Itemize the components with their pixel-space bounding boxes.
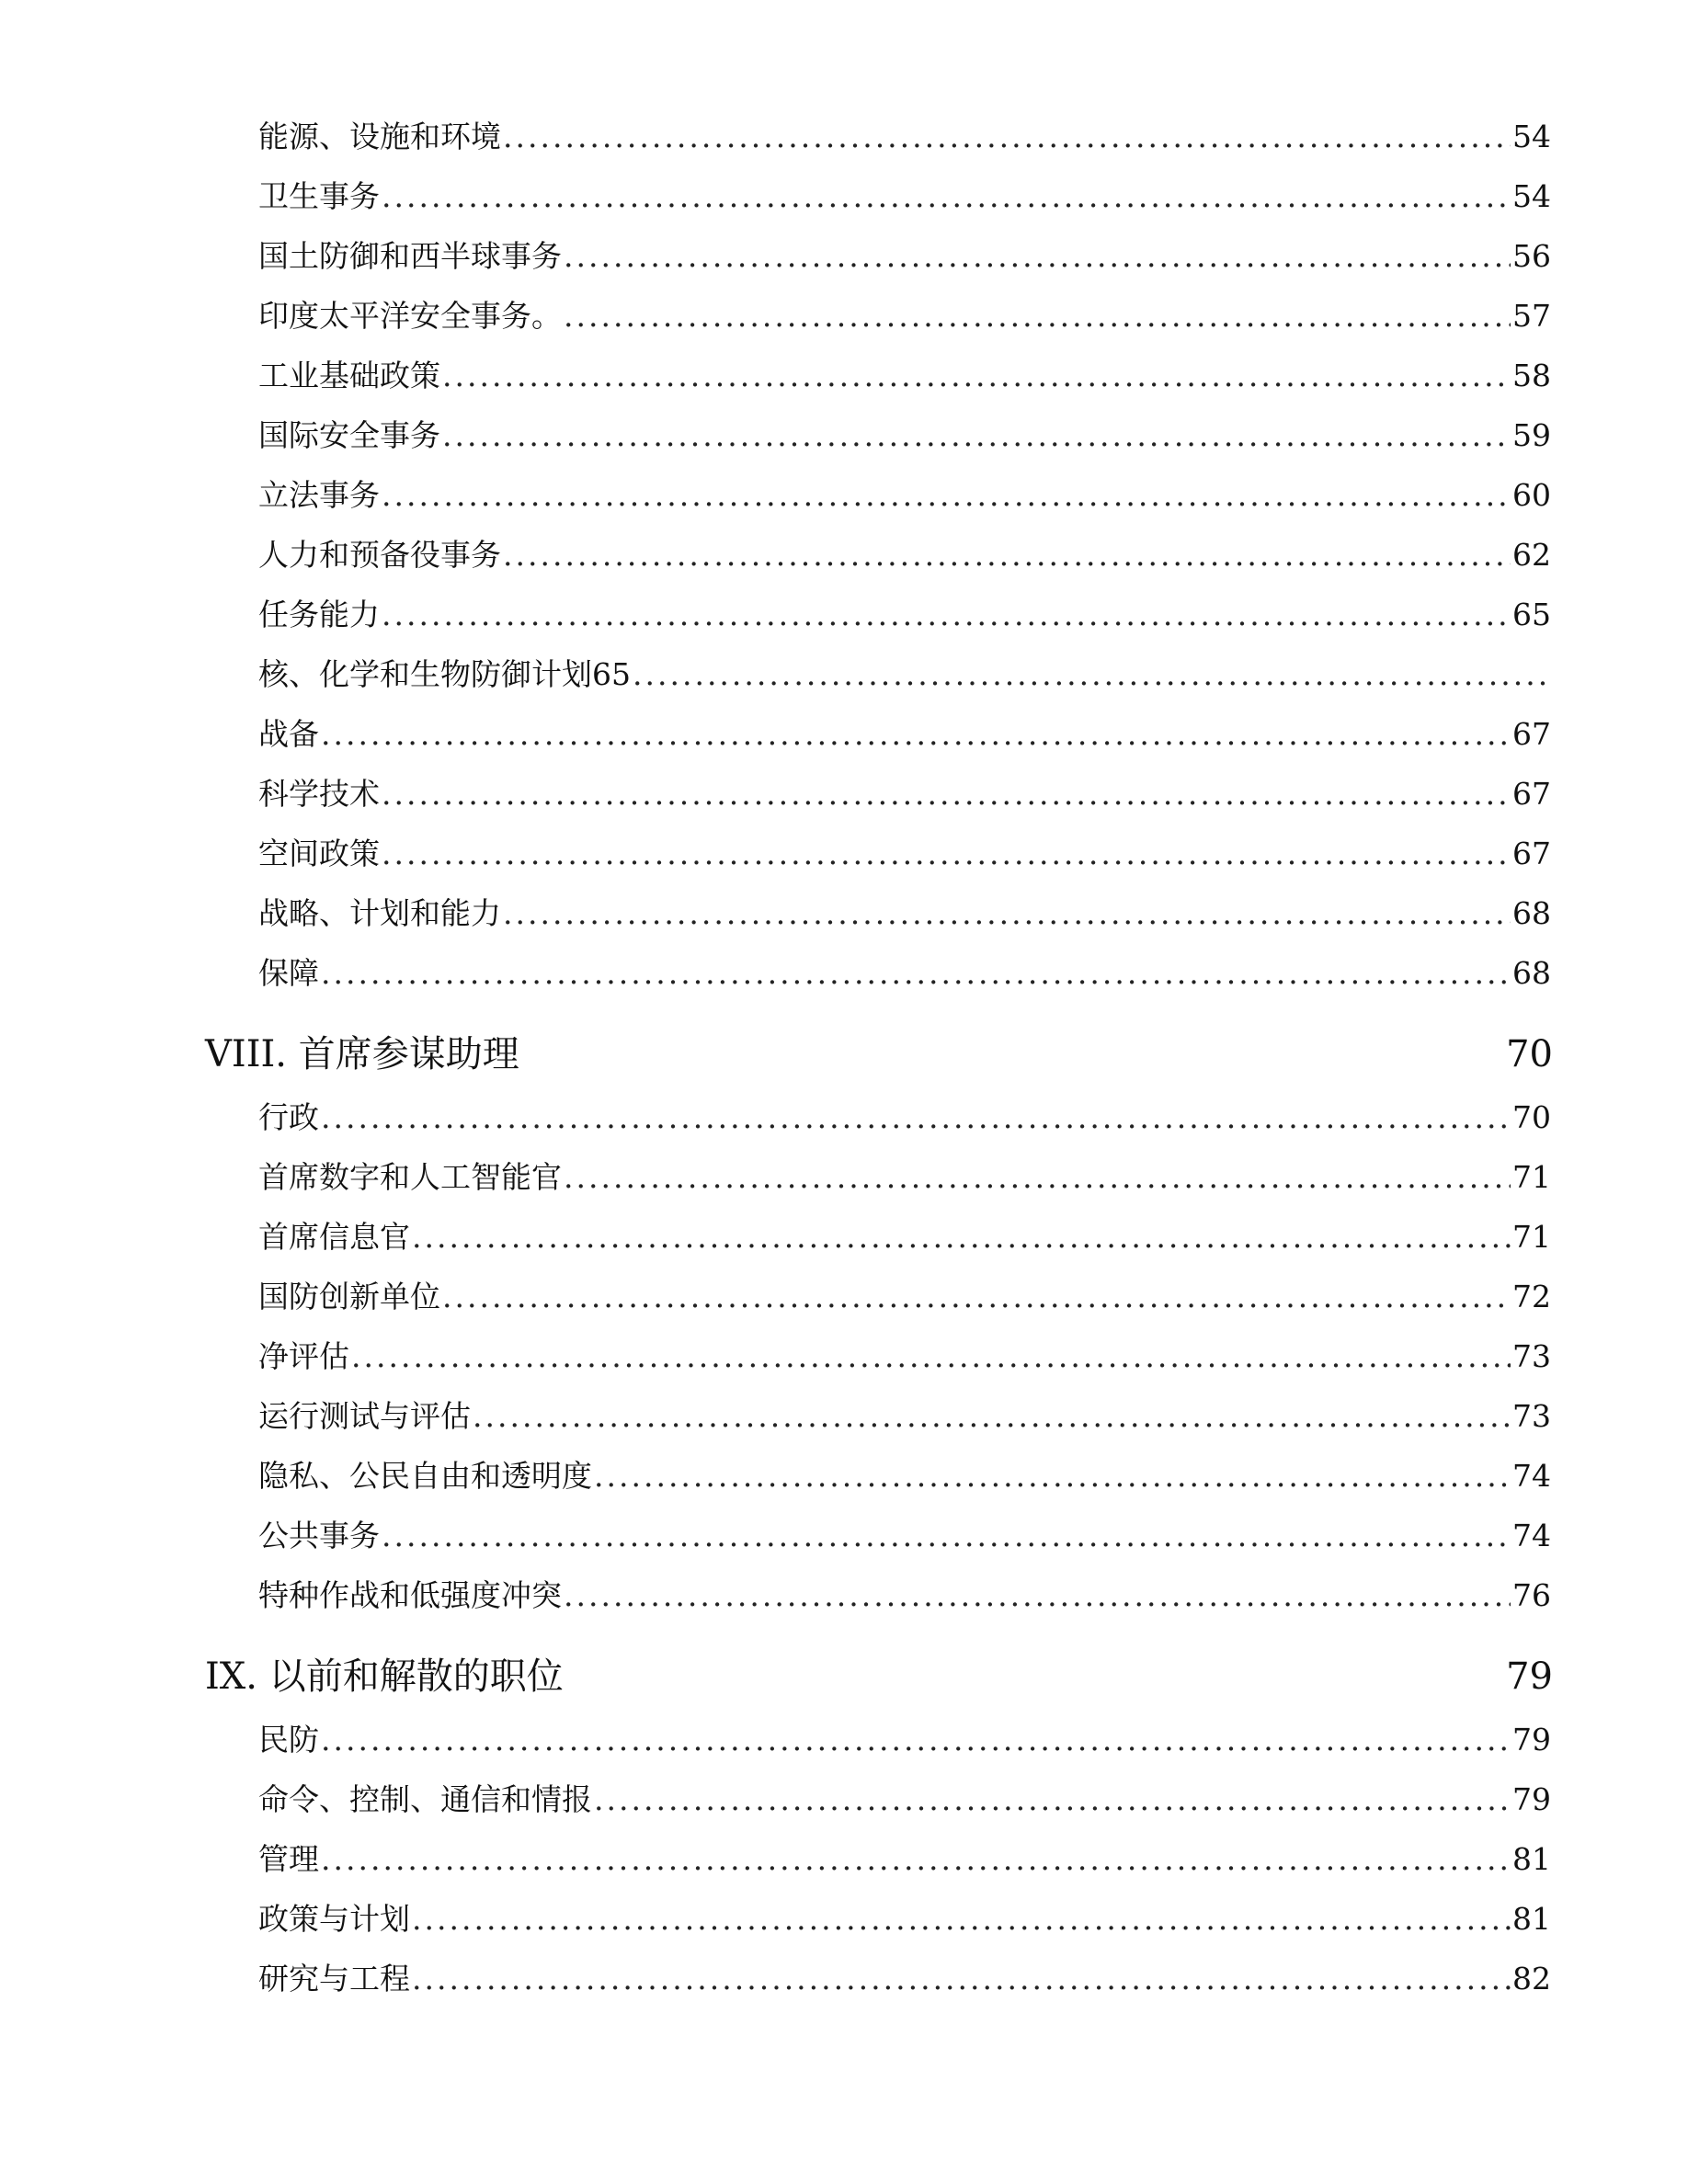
toc-entry-page: 73	[1512, 1338, 1551, 1374]
toc-entry[interactable]	[258, 1155, 1551, 1200]
toc-entry[interactable]	[258, 1777, 1551, 1823]
toc-entry[interactable]	[258, 353, 1551, 399]
toc-entry-label: 战备	[258, 716, 319, 752]
toc-entry[interactable]	[258, 1214, 1551, 1260]
toc-entry-label: 工业基础政策	[258, 358, 440, 393]
dot-leader	[382, 771, 1511, 817]
toc-entry[interactable]	[258, 233, 1551, 279]
dot-leader	[321, 1717, 1511, 1763]
dot-leader	[412, 1956, 1511, 2002]
toc-entry-label: 国防创新单位	[258, 1279, 440, 1314]
dot-leader	[321, 950, 1511, 996]
dot-leader	[503, 114, 1511, 160]
toc-entry-page: 62	[1512, 537, 1551, 573]
dot-leader	[382, 472, 1511, 518]
toc-entry-label: 战略、计划和能力	[258, 895, 501, 931]
toc-entry-label: 命令、控制、通信和情报	[258, 1781, 592, 1817]
toc-entry[interactable]	[258, 1837, 1551, 1883]
toc-entry-page: 79	[1512, 1781, 1551, 1817]
toc-entry[interactable]	[258, 1956, 1551, 2002]
dot-leader	[594, 1777, 1511, 1823]
toc-entry-page: 71	[1512, 1219, 1551, 1255]
toc-entry-label: 首席数字和人工智能官	[258, 1159, 562, 1195]
dot-leader	[382, 592, 1511, 638]
toc-entry-page: 65	[1512, 597, 1551, 632]
dot-leader	[442, 353, 1511, 399]
toc-entry-label: 空间政策	[258, 836, 380, 871]
toc-entry-page: 68	[1512, 955, 1551, 991]
toc-entry[interactable]	[258, 472, 1551, 518]
dot-leader	[564, 1573, 1511, 1619]
toc-entry-page: 73	[1512, 1398, 1551, 1434]
dot-leader	[442, 1274, 1511, 1320]
toc-entry-page: 60	[1512, 477, 1551, 513]
toc-entry-page: 74	[1512, 1458, 1551, 1494]
toc-entry[interactable]	[258, 831, 1551, 877]
toc-entry-label: 人力和预备役事务	[258, 537, 501, 573]
dot-leader	[321, 1837, 1511, 1883]
toc-entry[interactable]	[258, 1573, 1551, 1619]
dot-leader	[412, 1214, 1511, 1260]
dot-leader	[351, 1334, 1511, 1380]
toc-section-heading[interactable]	[205, 1649, 1553, 1704]
section-title: VIII. 首席参谋助理	[205, 1033, 519, 1075]
toc-entry-label: 任务能力	[258, 597, 380, 632]
toc-entry-page: 79	[1512, 1722, 1551, 1757]
toc-entry-page: 67	[1512, 836, 1551, 871]
toc-entry-page: 82	[1512, 1961, 1551, 1996]
toc-entry-label: 研究与工程	[258, 1961, 410, 1996]
toc-entry-label: 卫生事务	[258, 178, 380, 214]
toc-entry-page: 81	[1512, 1901, 1551, 1937]
toc-entry[interactable]	[258, 532, 1551, 578]
section-page: 70	[1506, 1033, 1553, 1075]
toc-entry[interactable]	[258, 652, 1551, 698]
toc-entry-page: 59	[1512, 417, 1551, 453]
dot-leader	[442, 413, 1511, 459]
toc-entry[interactable]	[258, 293, 1551, 339]
toc-entry[interactable]	[258, 950, 1551, 996]
toc-entry-label: 保障	[258, 955, 319, 991]
toc-entry-label: 运行测试与评估	[258, 1398, 471, 1434]
toc-entry[interactable]	[258, 1453, 1551, 1499]
toc-entry-label: 净评估	[258, 1338, 349, 1374]
toc-entry-page: 54	[1512, 178, 1551, 214]
toc-entry-label: 立法事务	[258, 477, 380, 513]
toc-entry[interactable]	[258, 1717, 1551, 1763]
dot-leader	[321, 711, 1511, 757]
toc-entry-label: 行政	[258, 1099, 319, 1135]
toc-entry-page: 81	[1512, 1841, 1551, 1877]
section-title: IX. 以前和解散的职位	[205, 1655, 564, 1698]
toc-entry-page: 76	[1512, 1577, 1551, 1613]
dot-leader	[382, 1513, 1511, 1559]
toc-entry-label: 印度太平洋安全事务。	[258, 298, 562, 334]
toc-entry-page: 58	[1512, 358, 1551, 393]
dot-leader	[564, 233, 1511, 279]
toc-entry-label: 科学技术	[258, 776, 380, 812]
toc-entry-label: 隐私、公民自由和透明度	[258, 1458, 592, 1494]
section-page: 79	[1506, 1655, 1553, 1698]
toc-entry-page: 70	[1512, 1099, 1551, 1135]
toc-entry-label: 核、化学和生物防御计划65	[258, 656, 631, 692]
toc-entry-page: 54	[1512, 119, 1551, 154]
toc-entry-page: 67	[1512, 716, 1551, 752]
toc-entry[interactable]	[258, 1274, 1551, 1320]
dot-leader	[503, 532, 1511, 578]
toc-entry[interactable]	[258, 1896, 1551, 1942]
toc-entry-label: 民防	[258, 1722, 319, 1757]
toc-entry-label: 管理	[258, 1841, 319, 1877]
toc-entry-label: 首席信息官	[258, 1219, 410, 1255]
toc-entry-label: 国土防御和西半球事务	[258, 238, 562, 274]
toc-entry-label: 国际安全事务	[258, 417, 440, 453]
dot-leader	[564, 1155, 1511, 1200]
toc-entry[interactable]	[258, 1513, 1551, 1559]
toc-entry-page: 67	[1512, 776, 1551, 812]
dot-leader	[633, 652, 1549, 698]
toc-section-heading[interactable]	[205, 1027, 1553, 1082]
toc-entry-page: 68	[1512, 895, 1551, 931]
toc-entry-page: 74	[1512, 1518, 1551, 1553]
toc-entry-page: 56	[1512, 238, 1551, 274]
toc-entry[interactable]	[258, 711, 1551, 757]
dot-leader	[503, 891, 1511, 937]
dot-leader	[382, 174, 1511, 220]
dot-leader	[382, 831, 1511, 877]
toc-entry[interactable]	[258, 1095, 1551, 1141]
dot-leader	[473, 1393, 1511, 1439]
toc-entry-page: 57	[1512, 298, 1551, 334]
dot-leader	[412, 1896, 1511, 1942]
toc-entry[interactable]	[258, 891, 1551, 937]
toc-entry[interactable]	[258, 174, 1551, 220]
toc-entry-page: 72	[1512, 1279, 1551, 1314]
toc-entry[interactable]	[258, 413, 1551, 459]
toc-entry[interactable]	[258, 771, 1551, 817]
toc-entry-label: 特种作战和低强度冲突	[258, 1577, 562, 1613]
toc-entry[interactable]	[258, 1334, 1551, 1380]
toc-entry[interactable]	[258, 1393, 1551, 1439]
dot-leader	[321, 1095, 1511, 1141]
toc-entry-label: 公共事务	[258, 1518, 380, 1553]
toc-entry[interactable]	[258, 114, 1551, 160]
toc-entry-label: 能源、设施和环境	[258, 119, 501, 154]
dot-leader	[564, 293, 1511, 339]
toc-entry[interactable]	[258, 592, 1551, 638]
toc-entry-page: 71	[1512, 1159, 1551, 1195]
dot-leader	[594, 1453, 1511, 1499]
toc-entry-label: 政策与计划	[258, 1901, 410, 1937]
